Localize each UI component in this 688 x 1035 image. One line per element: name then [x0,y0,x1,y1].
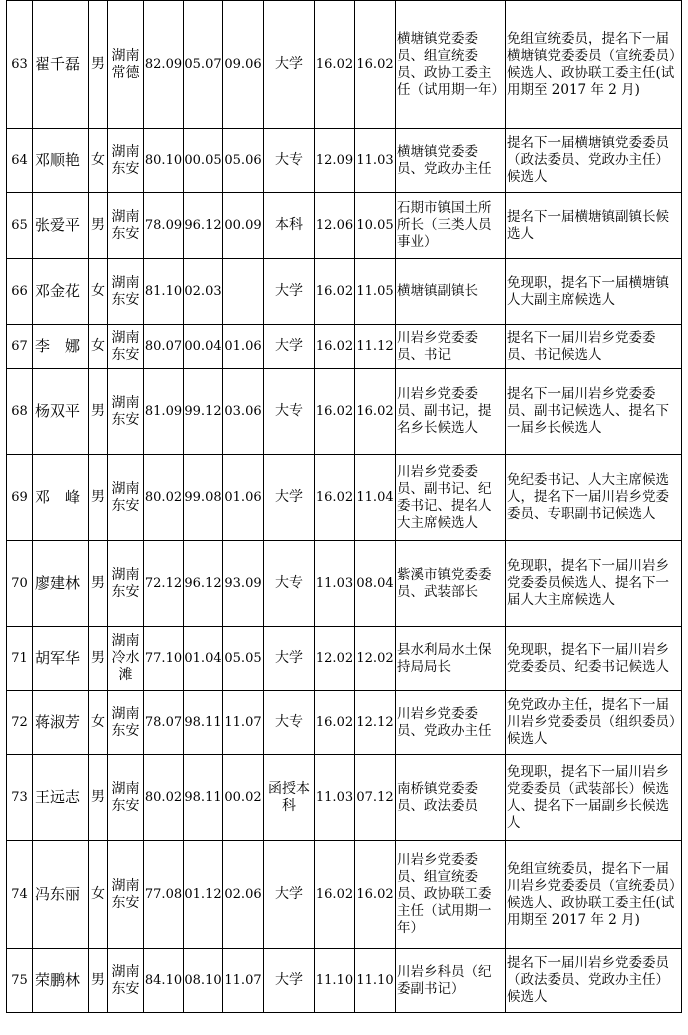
party-join-date: 01.06 [223,455,264,541]
birth-date: 80.07 [144,325,184,369]
birth-date: 72.12 [144,541,184,627]
work-start-date: 96.12 [184,541,223,627]
row-number: 69 [7,455,33,541]
person-name: 邓 峰 [33,455,89,541]
current-post-date: 16.02 [315,841,355,949]
education: 大学 [264,259,315,325]
party-join-date: 09.06 [223,1,264,129]
person-name: 李 娜 [33,325,89,369]
row-number: 75 [7,949,33,1013]
party-join-date: 93.09 [223,541,264,627]
birthplace: 湖南东安 [108,259,144,325]
birthplace: 湖南冷水滩 [108,627,144,691]
gender: 男 [89,1,108,129]
current-post-date: 12.09 [315,129,355,193]
birthplace: 湖南东安 [108,691,144,755]
same-level-date: 11.03 [355,129,396,193]
table-row [7,259,682,325]
current-position: 石期市镇国土所所长（三类人员事业） [396,193,506,259]
proposed-appointment: 提名下一届川岩乡党委委员（政法委员、党政办主任）候选人 [506,949,682,1013]
table-row [7,949,682,1013]
person-name: 胡军华 [33,627,89,691]
birthplace: 湖南东安 [108,455,144,541]
same-level-date: 11.10 [355,949,396,1013]
current-post-date: 11.10 [315,949,355,1013]
birthplace: 湖南东安 [108,193,144,259]
person-name: 翟千磊 [33,1,89,129]
gender: 女 [89,129,108,193]
gender: 女 [89,325,108,369]
birthplace: 湖南东安 [108,949,144,1013]
gender: 女 [89,841,108,949]
birthplace: 湖南东安 [108,755,144,841]
birthplace: 湖南常德 [108,1,144,129]
work-start-date: 96.12 [184,193,223,259]
current-position: 横塘镇党委委员、组宣统委员、政协工委主任（试用期一年） [396,1,506,129]
party-join-date: 05.06 [223,129,264,193]
birth-date: 82.09 [144,1,184,129]
birth-date: 78.09 [144,193,184,259]
table-row [7,627,682,691]
current-position: 紫溪市镇党委委员、武装部长 [396,541,506,627]
current-position: 横塘镇副镇长 [396,259,506,325]
proposed-appointment: 免组宣统委员，提名下一届横塘镇党委委员（宣统委员）候选人、政协联工委主任(试用期至 2017 年 2 月) [506,1,682,129]
party-join-date: 05.05 [223,627,264,691]
row-number: 64 [7,129,33,193]
work-start-date: 98.11 [184,755,223,841]
work-start-date: 00.04 [184,325,223,369]
current-position: 县水利局水土保持局局长 [396,627,506,691]
party-join-date [223,259,264,325]
person-name: 张爱平 [33,193,89,259]
gender: 男 [89,627,108,691]
table-row [7,541,682,627]
current-post-date: 16.02 [315,259,355,325]
current-post-date: 12.06 [315,193,355,259]
same-level-date: 16.02 [355,841,396,949]
party-join-date: 00.02 [223,755,264,841]
person-name: 荣鹏林 [33,949,89,1013]
birth-date: 81.09 [144,369,184,455]
current-post-date: 16.02 [315,369,355,455]
current-post-date: 11.03 [315,755,355,841]
current-post-date: 16.02 [315,691,355,755]
party-join-date: 02.06 [223,841,264,949]
table-row [7,1,682,129]
party-join-date: 03.06 [223,369,264,455]
row-number: 68 [7,369,33,455]
current-position: 川岩乡党委委员、组宣统委员、政协联工委主任（试用期一年） [396,841,506,949]
gender: 男 [89,755,108,841]
cadre-table [6,0,682,1013]
gender: 男 [89,193,108,259]
proposed-appointment: 免纪委书记、人大主席候选人，提名下一届川岩乡党委委员、专职副书记候选人 [506,455,682,541]
work-start-date: 05.07 [184,1,223,129]
party-join-date: 11.07 [223,949,264,1013]
current-post-date: 11.03 [315,541,355,627]
work-start-date: 99.12 [184,369,223,455]
proposed-appointment: 免现职，提名下一届横塘镇人大副主席候选人 [506,259,682,325]
row-number: 65 [7,193,33,259]
birth-date: 80.02 [144,455,184,541]
gender: 男 [89,541,108,627]
birth-date: 77.08 [144,841,184,949]
party-join-date: 11.07 [223,691,264,755]
current-post-date: 12.02 [315,627,355,691]
same-level-date: 11.05 [355,259,396,325]
education: 大学 [264,1,315,129]
table-row [7,691,682,755]
work-start-date: 08.10 [184,949,223,1013]
current-position: 川岩乡党委委员、书记 [396,325,506,369]
same-level-date: 11.12 [355,325,396,369]
same-level-date: 12.02 [355,627,396,691]
party-join-date: 01.06 [223,325,264,369]
education: 大学 [264,841,315,949]
proposed-appointment: 免组宣统委员，提名下一届川岩乡党委委员（宣统委员）候选人、政协联工委主任(试用期至 2017 年 2 月) [506,841,682,949]
gender: 女 [89,259,108,325]
person-name: 蒋淑芳 [33,691,89,755]
education: 大专 [264,541,315,627]
gender: 男 [89,949,108,1013]
birthplace: 湖南东安 [108,325,144,369]
table-row [7,325,682,369]
current-position: 川岩乡科员（纪委副书记） [396,949,506,1013]
work-start-date: 02.03 [184,259,223,325]
table-row [7,369,682,455]
current-post-date: 16.02 [315,1,355,129]
birthplace: 湖南东安 [108,541,144,627]
proposed-appointment: 提名下一届川岩乡党委委员、书记候选人 [506,325,682,369]
table-row [7,841,682,949]
row-number: 72 [7,691,33,755]
education: 大专 [264,129,315,193]
work-start-date: 98.11 [184,691,223,755]
education: 函授本科 [264,755,315,841]
row-number: 66 [7,259,33,325]
same-level-date: 07.12 [355,755,396,841]
same-level-date: 12.12 [355,691,396,755]
same-level-date: 16.02 [355,369,396,455]
birthplace: 湖南东安 [108,129,144,193]
current-post-date: 16.02 [315,455,355,541]
person-name: 杨双平 [33,369,89,455]
gender: 男 [89,369,108,455]
proposed-appointment: 免现职，提名下一届川岩乡党委委员候选人、提名下一届人大主席候选人 [506,541,682,627]
birthplace: 湖南东安 [108,369,144,455]
work-start-date: 01.12 [184,841,223,949]
same-level-date: 16.02 [355,1,396,129]
proposed-appointment: 提名下一届横塘镇副镇长候选人 [506,193,682,259]
education: 大专 [264,369,315,455]
row-number: 73 [7,755,33,841]
person-name: 廖建林 [33,541,89,627]
person-name: 王远志 [33,755,89,841]
same-level-date: 10.05 [355,193,396,259]
education: 大学 [264,455,315,541]
table-row [7,455,682,541]
proposed-appointment: 提名下一届川岩乡党委委员、副书记候选人、提名下一届乡长候选人 [506,369,682,455]
education: 大专 [264,691,315,755]
gender: 女 [89,691,108,755]
education: 大学 [264,949,315,1013]
birth-date: 77.10 [144,627,184,691]
work-start-date: 00.05 [184,129,223,193]
current-position: 川岩乡党委委员、副书记，提名乡长候选人 [396,369,506,455]
education: 大学 [264,627,315,691]
proposed-appointment: 免现职，提名下一届川岩乡党委委员、纪委书记候选人 [506,627,682,691]
work-start-date: 01.04 [184,627,223,691]
birth-date: 84.10 [144,949,184,1013]
row-number: 67 [7,325,33,369]
birth-date: 80.02 [144,755,184,841]
education: 本科 [264,193,315,259]
birth-date: 78.07 [144,691,184,755]
same-level-date: 08.04 [355,541,396,627]
current-position: 川岩乡党委委员、党政办主任 [396,691,506,755]
current-position: 横塘镇党委委员、党政办主任 [396,129,506,193]
row-number: 70 [7,541,33,627]
same-level-date: 11.04 [355,455,396,541]
current-post-date: 16.02 [315,325,355,369]
birth-date: 81.10 [144,259,184,325]
person-name: 冯东丽 [33,841,89,949]
birthplace: 湖南东安 [108,841,144,949]
party-join-date: 00.09 [223,193,264,259]
work-start-date: 99.08 [184,455,223,541]
current-position: 川岩乡党委委员、副书记、纪委书记、提名人大主席候选人 [396,455,506,541]
education: 大学 [264,325,315,369]
person-name: 邓金花 [33,259,89,325]
row-number: 63 [7,1,33,129]
proposed-appointment: 免党政办主任，提名下一届川岩乡党委委员（组织委员）候选人 [506,691,682,755]
gender: 男 [89,455,108,541]
proposed-appointment: 免现职，提名下一届川岩乡党委委员（武装部长）候选人、提名下一届副乡长候选人 [506,755,682,841]
current-position: 南桥镇党委委员、政法委员 [396,755,506,841]
row-number: 74 [7,841,33,949]
proposed-appointment: 提名下一届横塘镇党委委员（政法委员、党政办主任）候选人 [506,129,682,193]
person-name: 邓顺艳 [33,129,89,193]
row-number: 71 [7,627,33,691]
table-row [7,755,682,841]
table-row [7,129,682,193]
birth-date: 80.10 [144,129,184,193]
table-row [7,193,682,259]
